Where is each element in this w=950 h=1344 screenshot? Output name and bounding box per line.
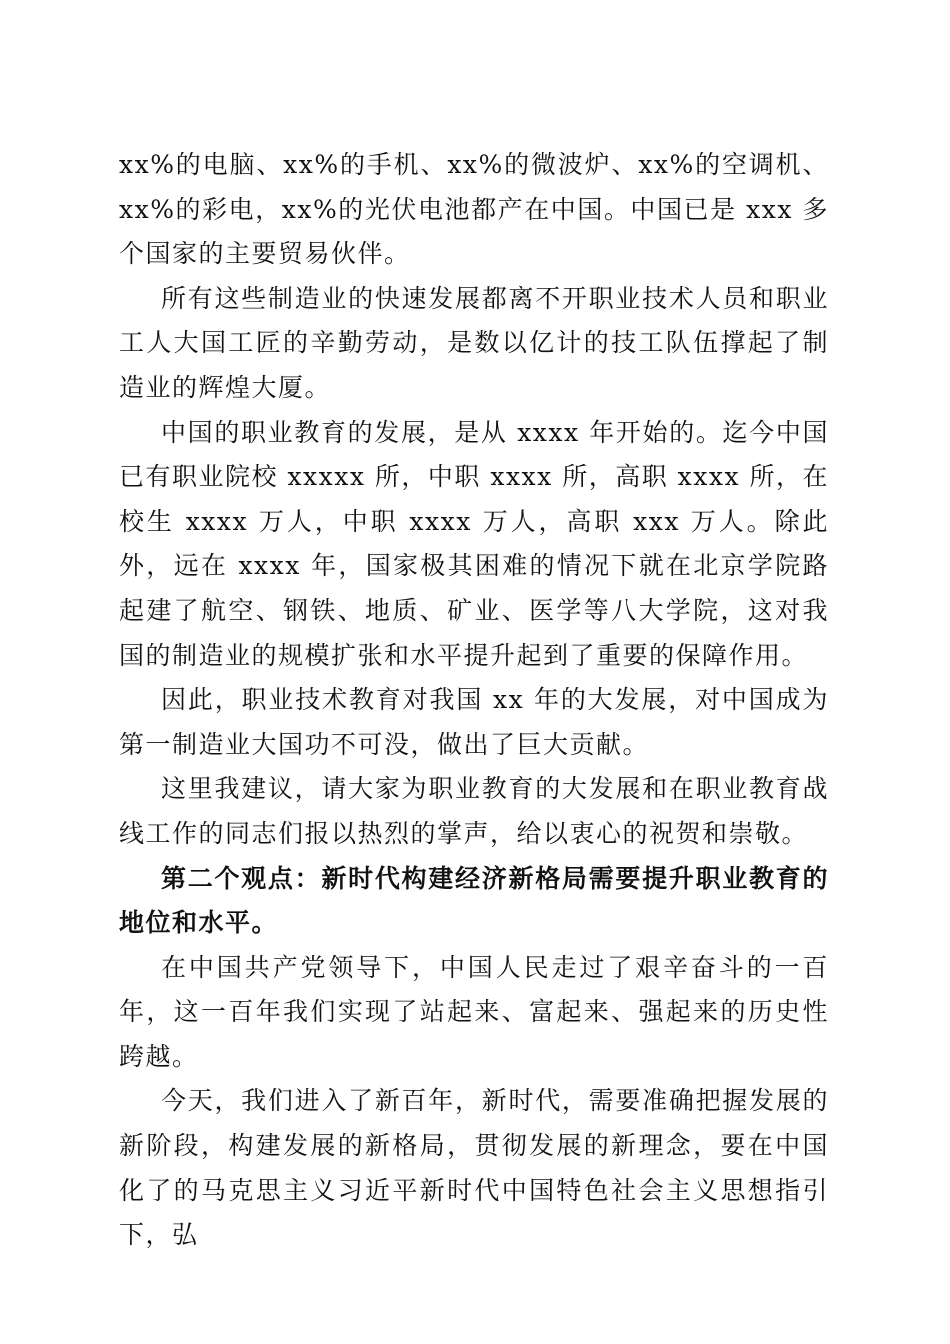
paragraph-8: 今天，我们进入了新百年，新时代，需要准确把握发展的新阶段，构建发展的新格局，贯彻发展的新理念，要在中国化了的马克思主义习近平新时代中国特色社会主义思想指引下，弘 [119,1086,829,1250]
paragraph-5: 这里我建议，请大家为职业教育的大发展和在职业教育战线工作的同志们报以热烈的掌声，给以衷心的祝贺和崇敬。 [119,774,829,848]
paragraph-7: 在中国共产党领导下，中国人民走过了艰辛奋斗的一百年，这一百年我们实现了站起来、富起来、强起来的历史性跨越。 [119,952,829,1071]
paragraph-4: 因此，职业技术教育对我国 xx 年的大发展，对中国成为第一制造业大国功不可没，做出了巨大贡献。 [119,685,829,759]
paragraph-3: 中国的职业教育的发展，是从 xxxx 年开始的。迄今中国已有职业院校 xxxxx 所，中职 xxxx 所，高职 xxxx 所，在校生 xxxx 万人，中职 xxxx 万人，高职 xxx 万人。除此外，远在 xxxx 年，国家极其困难的情况下就在北京学院路起建了航空、钢铁、地质、矿业、医学等八大学院，这对我国的制造业的规模扩张和水平提升起到了重要的保障作用。 [119,417,829,670]
paragraph-1: xx%的电脑、xx%的手机、xx%的微波炉、xx%的空调机、xx%的彩电，xx%的光伏电池都产在中国。中国已是 xxx 多个国家的主要贸易伙伴。 [119,150,829,269]
paragraph-2: 所有这些制造业的快速发展都离不开职业技术人员和职业工人大国工匠的辛勤劳动，是数以亿计的技工队伍撑起了制造业的辉煌大厦。 [119,283,829,402]
document-body [119,143,829,1258]
section-heading: 第二个观点：新时代构建经济新格局需要提升职业教育的地位和水平。 [119,863,829,938]
